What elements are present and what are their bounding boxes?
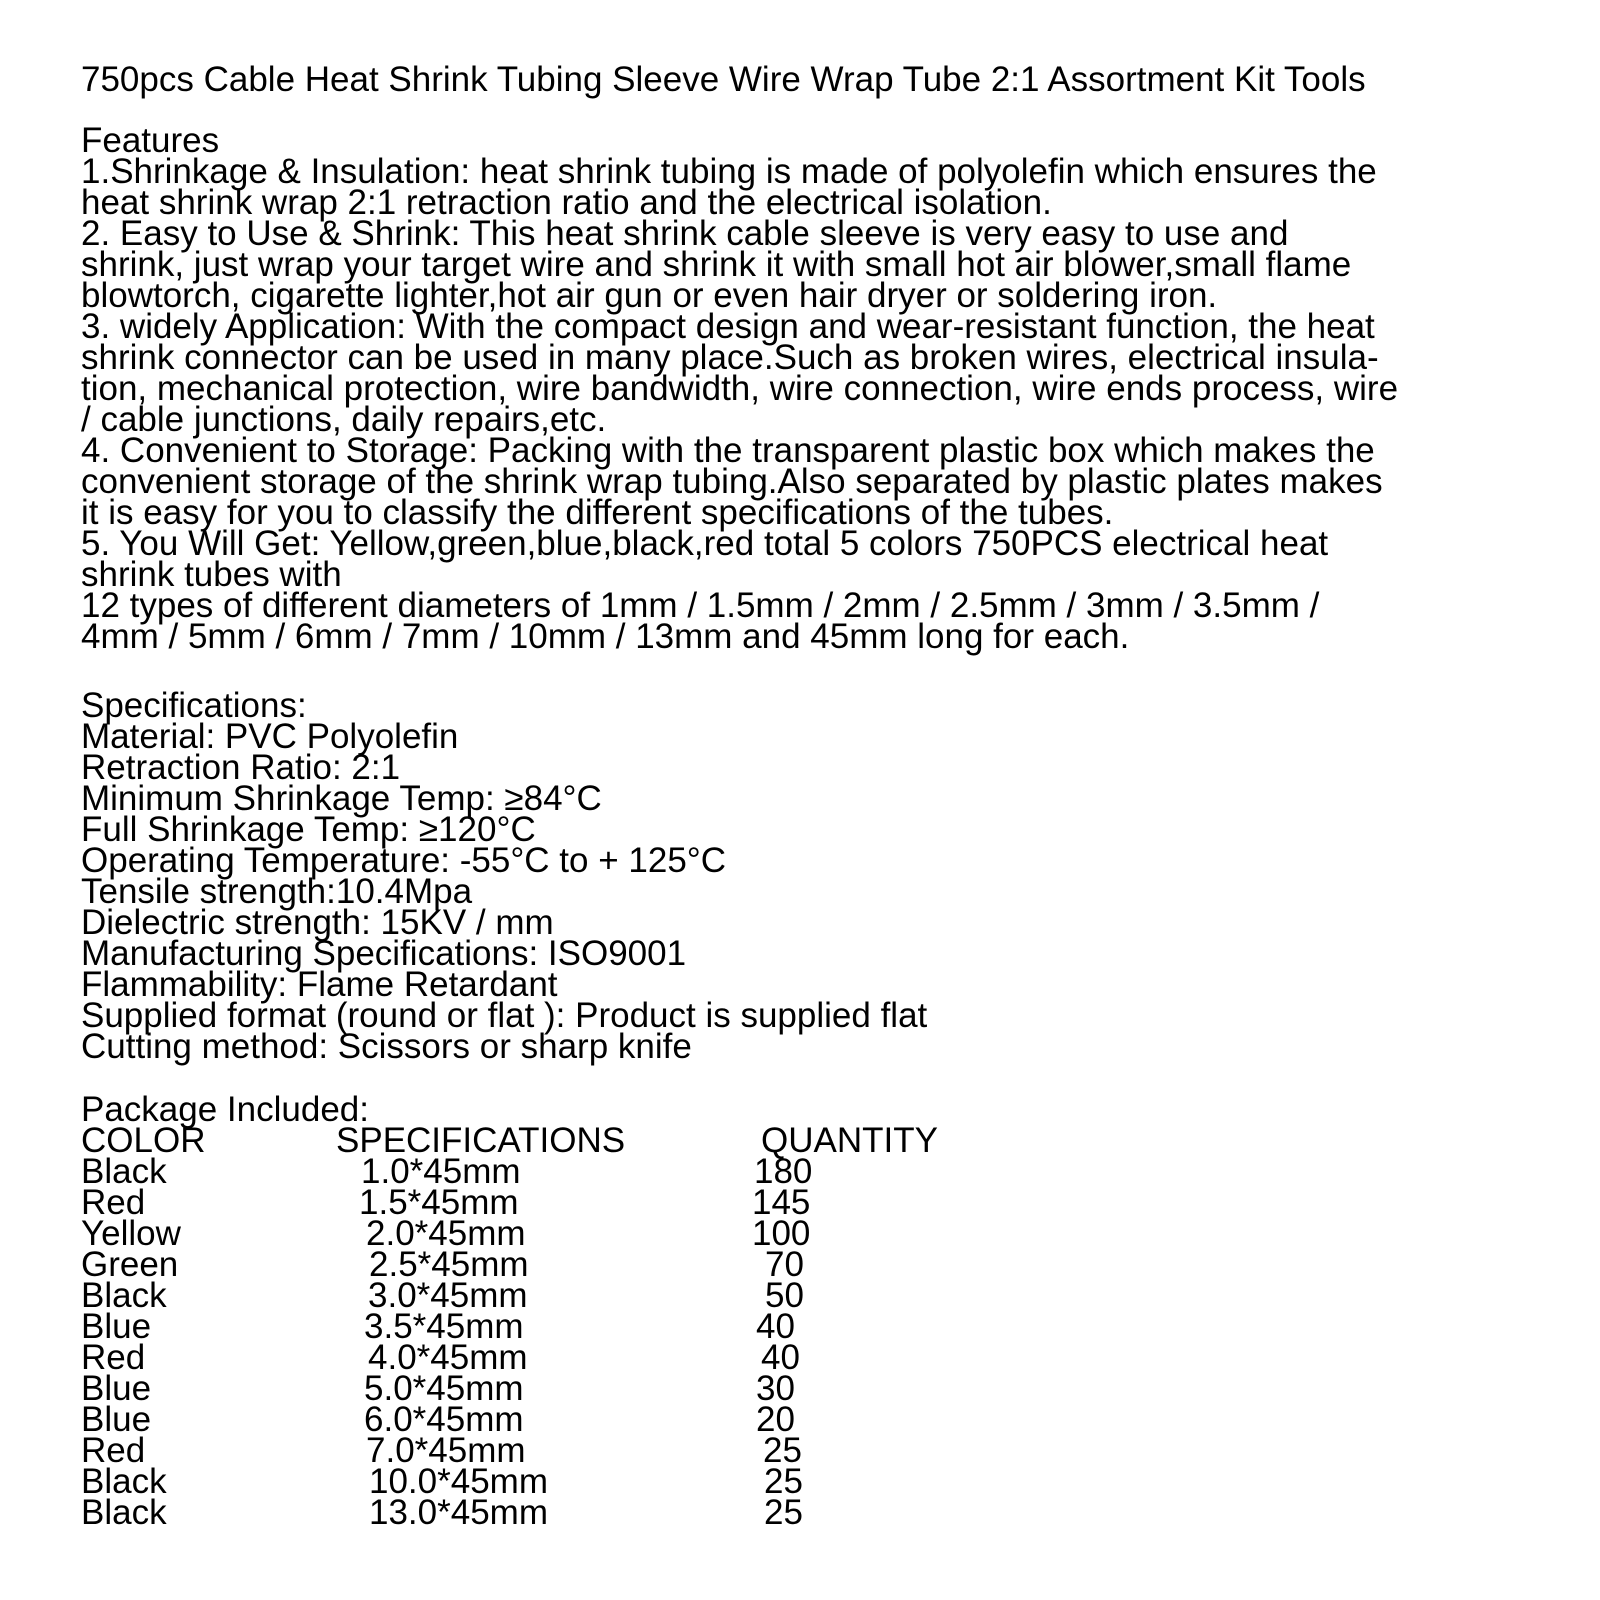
column-header-color: COLOR [81, 1121, 206, 1160]
cell-specification: 1.0*45mm [361, 1152, 521, 1191]
cell-specification: 4.0*45mm [368, 1338, 528, 1377]
feature-line: shrink, just wrap your target wire and shrink it with small hot air blower,small flame [81, 245, 1352, 284]
cell-color: Blue [81, 1369, 152, 1408]
cell-specification: 5.0*45mm [364, 1369, 524, 1408]
feature-line: it is easy for you to classify the different specifications of the tubes. [81, 493, 1114, 532]
cell-quantity: 40 [761, 1338, 800, 1377]
package-heading: Package Included: [81, 1090, 369, 1129]
cell-color: Yellow [81, 1214, 181, 1253]
cell-color: Green [81, 1245, 179, 1284]
cell-quantity: 145 [752, 1183, 811, 1222]
cell-color: Black [81, 1493, 167, 1532]
features-heading: Features [81, 121, 220, 160]
cell-specification: 13.0*45mm [369, 1493, 548, 1532]
cell-quantity: 70 [765, 1245, 804, 1284]
cell-specification: 2.0*45mm [366, 1214, 526, 1253]
feature-line: 1.Shrinkage & Insulation: heat shrink tubing is made of polyolefin which ensures the [81, 152, 1377, 191]
cell-specification: 1.5*45mm [359, 1183, 519, 1222]
cell-quantity: 100 [752, 1214, 811, 1253]
feature-line: 2. Easy to Use & Shrink: This heat shrink cable sleeve is very easy to use and [81, 214, 1289, 253]
package-section [81, 1090, 938, 1532]
spec-line: Material: PVC Polyolefin [81, 717, 459, 756]
feature-line: heat shrink wrap 2:1 retraction ratio and the electrical isolation. [81, 183, 1052, 222]
spec-line: Manufacturing Specifications: ISO9001 [81, 934, 687, 973]
spec-line: Retraction Ratio: 2:1 [81, 748, 401, 787]
feature-line: convenient storage of the shrink wrap tubing.Also separated by plastic plates makes [81, 462, 1383, 501]
spec-line: Dielectric strength: 15KV / mm [81, 903, 554, 942]
column-header-specifications: SPECIFICATIONS [336, 1121, 626, 1160]
cell-specification: 3.5*45mm [364, 1307, 524, 1346]
spec-line: Tensile strength:10.4Mpa [81, 872, 473, 911]
cell-quantity: 25 [764, 1493, 803, 1532]
spec-line: Flammability: Flame Retardant [81, 965, 558, 1004]
cell-quantity: 25 [763, 1431, 802, 1470]
feature-line: tion, mechanical protection, wire bandwidth, wire connection, wire ends process, wire [81, 369, 1399, 408]
cell-quantity: 20 [756, 1400, 795, 1439]
package-table [81, 1121, 938, 1532]
package-table-body [81, 1152, 813, 1532]
cell-color: Black [81, 1276, 167, 1315]
cell-specification: 6.0*45mm [364, 1400, 524, 1439]
cell-color: Red [81, 1183, 146, 1222]
feature-line: 4. Convenient to Storage: Packing with the transparent plastic box which makes the [81, 431, 1375, 470]
cell-quantity: 25 [764, 1462, 803, 1501]
spec-line: Full Shrinkage Temp: ≥120°C [81, 810, 536, 849]
spec-line: Operating Temperature: -55°C to + 125°C [81, 841, 727, 880]
cell-color: Black [81, 1462, 167, 1501]
features-section [81, 121, 1399, 656]
spec-line: Minimum Shrinkage Temp: ≥84°C [81, 779, 602, 818]
cell-quantity: 30 [756, 1369, 795, 1408]
specifications-section [81, 686, 928, 1066]
feature-line: 5. You Will Get: Yellow,green,blue,black,red total 5 colors 750PCS electrical heat [81, 524, 1329, 563]
cell-specification: 10.0*45mm [369, 1462, 548, 1501]
cell-color: Blue [81, 1307, 152, 1346]
feature-line: 3. widely Application: With the compact design and wear-resistant function, the heat [81, 307, 1375, 346]
cell-color: Black [81, 1152, 167, 1191]
spec-line: Supplied format (round or flat ): Product is supplied flat [81, 996, 928, 1035]
cell-specification: 7.0*45mm [366, 1431, 526, 1470]
cell-color: Red [81, 1431, 146, 1470]
column-header-quantity: QUANTITY [761, 1121, 938, 1160]
spec-line: Cutting method: Scissors or sharp knife [81, 1027, 692, 1066]
product-title: 750pcs Cable Heat Shrink Tubing Sleeve Wire Wrap Tube 2:1 Assortment Kit Tools [81, 60, 1366, 99]
cell-quantity: 40 [756, 1307, 795, 1346]
feature-line: 12 types of different diameters of 1mm / 1.5mm / 2mm / 2.5mm / 3mm / 3.5mm / [81, 586, 1320, 625]
feature-line: blowtorch, cigarette lighter,hot air gun or even hair dryer or soldering iron. [81, 276, 1218, 315]
feature-line: shrink tubes with [81, 555, 342, 594]
specifications-heading: Specifications: [81, 686, 307, 725]
cell-specification: 3.0*45mm [368, 1276, 528, 1315]
feature-line: 4mm / 5mm / 6mm / 7mm / 10mm / 13mm and 45mm long for each. [81, 617, 1130, 656]
feature-line: shrink connector can be used in many place.Such as broken wires, electrical insula- [81, 338, 1379, 377]
cell-color: Red [81, 1338, 146, 1377]
cell-quantity: 50 [765, 1276, 804, 1315]
cell-specification: 2.5*45mm [369, 1245, 529, 1284]
table-row [81, 1493, 803, 1532]
cell-color: Blue [81, 1400, 152, 1439]
feature-line: / cable junctions, daily repairs,etc. [81, 400, 607, 439]
cell-quantity: 180 [754, 1152, 813, 1191]
